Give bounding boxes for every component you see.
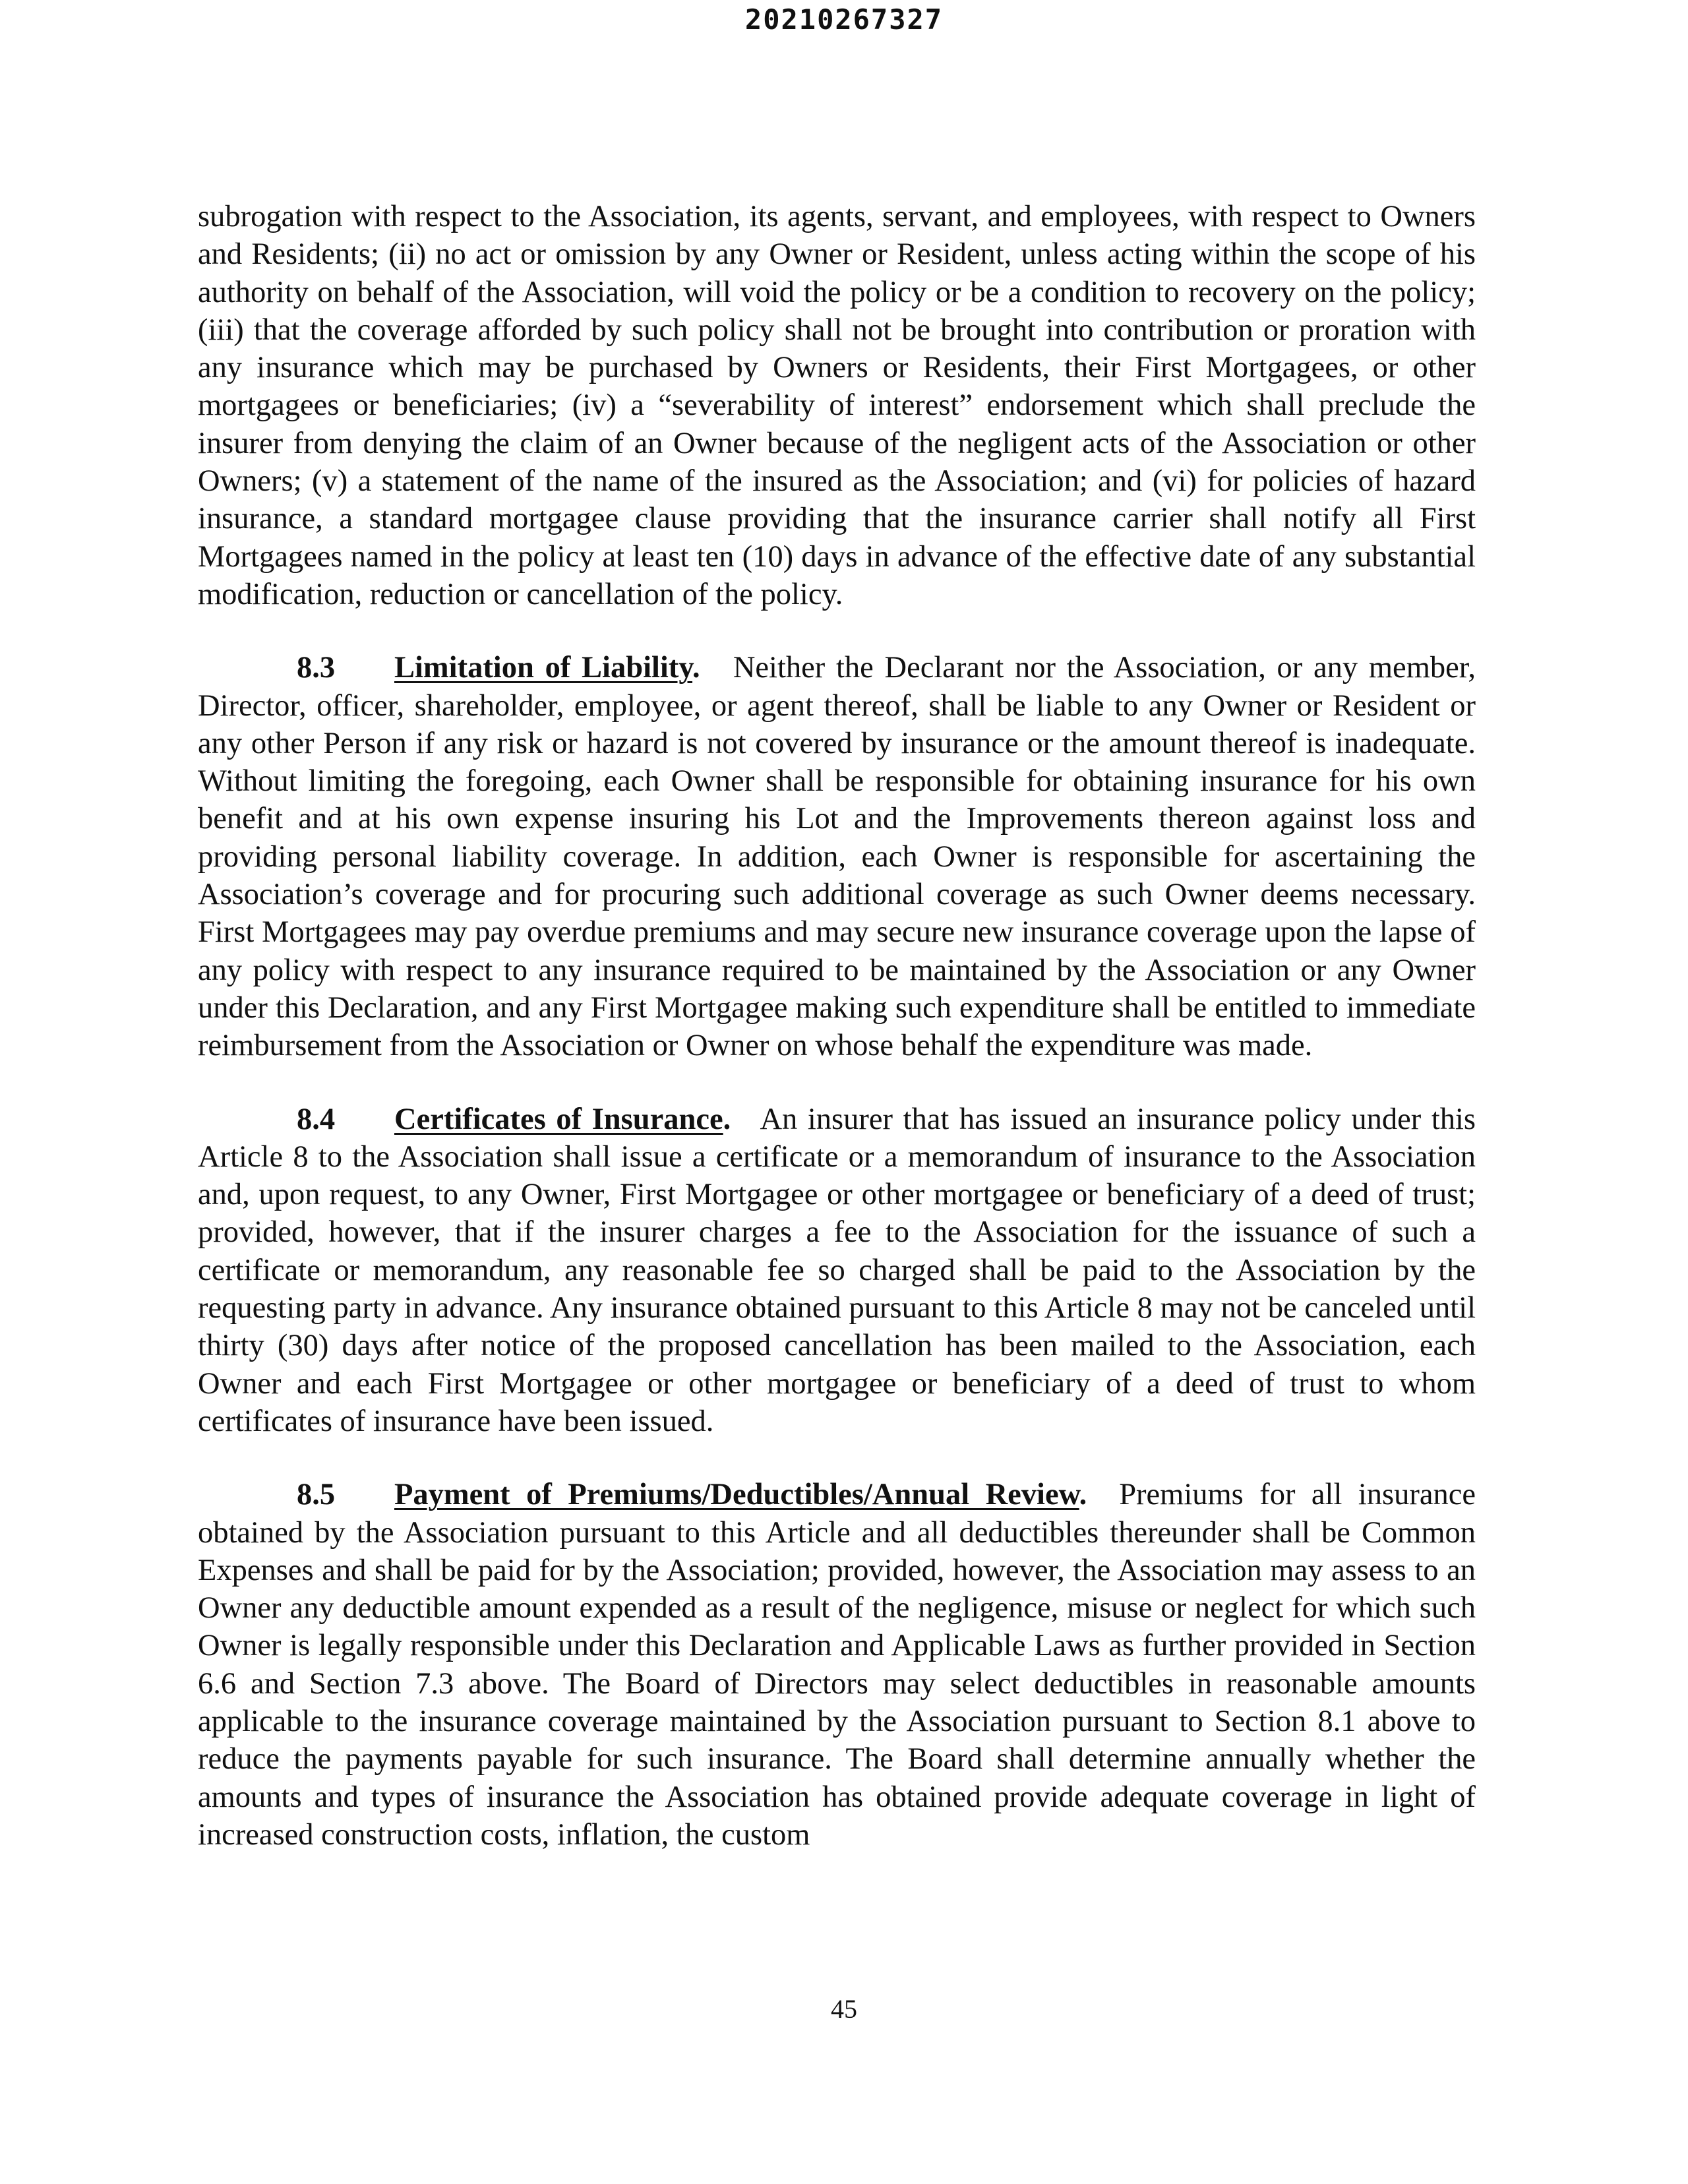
section-title-punct: . (1079, 1478, 1087, 1512)
section-text: Neither the Declarant nor the Association, or any member, Director, officer, shareholder, employee, or agent thereof, shall be liable to any Owner or Resident or any other Person if any risk or hazard is not covered by insurance or the amount thereof is inadequate. Without limiting the foregoing, each Owner shall be responsible for obtaining insurance for his own benefit and at his own expense insuring his Lot and the Improvements thereon against loss and providing personal liability coverage. In addition, each Owner is responsible for ascertaining the Association’s coverage and for procuring such additional coverage as such Owner deems necessary. First Mortgagees may pay overdue premiums and may secure new insurance coverage upon the lapse of any policy with respect to any insurance required to be maintained by the Association or any Owner under this Declaration, and any First Mortgagee making such expenditure shall be entitled to immediate reimbursement from the Association or Owner on whose behalf the expenditure was made. (198, 651, 1476, 1063)
document-body (198, 198, 1476, 1854)
recording-number: 20210267327 (744, 3, 944, 36)
section-title-punct: . (692, 651, 700, 685)
section-8-5 (198, 1476, 1476, 1854)
section-text: Premiums for all insurance obtained by the Association pursuant to this Article and all deductibles thereunder shall be Common Expenses and shall be paid for by the Association; provided, however, the Association may assess to an Owner any deductible amount expended as a result of the negligence, misuse or neglect for which such Owner is legally responsible under this Declaration and Applicable Laws as further provided in Section 6.6 and Section 7.3 above. The Board of Directors may select deductibles in reasonable amounts applicable to the insurance coverage maintained by the Association pursuant to Section 8.1 above to reduce the payments payable for such insurance. The Board shall determine annually whether the amounts and types of insurance the Association has obtained provide adequate coverage in light of increased construction costs, inflation, the custom (198, 1478, 1476, 1852)
section-title: Certificates of Insurance (394, 1102, 723, 1136)
section-number: 8.3 (297, 651, 336, 685)
section-text: An insurer that has issued an insurance policy under this Article 8 to the Association shall issue a certificate or a memorandum of insurance to the Association and, upon request, to any Owner, First Mortgagee or other mortgagee or beneficiary of a deed of trust; provided, however, that if the insurer charges a fee to the Association for the issuance of such a certificate or memorandum, any reasonable fee so charged shall be paid to the Association by the requesting party in advance. Any insurance obtained pursuant to this Article 8 may not be canceled until thirty (30) days after notice of the proposed cancellation has been mailed to the Association, each Owner and each First Mortgagee or other mortgagee or beneficiary of a deed of trust to whom certificates of insurance have been issued. (198, 1102, 1476, 1438)
section-number: 8.4 (297, 1102, 336, 1136)
section-number: 8.5 (297, 1478, 336, 1512)
section-title: Payment of Premiums/Deductibles/Annual Review (394, 1478, 1079, 1512)
section-8-3 (198, 649, 1476, 1064)
page-number: 45 (831, 1994, 857, 2024)
section-8-4 (198, 1101, 1476, 1441)
section-title-punct: . (723, 1102, 731, 1136)
continuation-paragraph: subrogation with respect to the Association, its agents, servant, and employees, with respect to Owners and Residents; (ii) no act or omission by any Owner or Resident, unless acting within the scope of his authority on behalf of the Association, will void the policy or be a condition to recovery on the policy; (iii) that the coverage afforded by such policy shall not be brought into contribution or proration with any insurance which may be purchased by Owners or Residents, their First Mortgagees, or other mortgagees or beneficiaries; (iv) a “severability of interest” endorsement which shall preclude the insurer from denying the claim of an Owner because of the negligent acts of the Association or other Owners; (v) a statement of the name of the insured as the Association; and (vi) for policies of hazard insurance, a standard mortgagee clause providing that the insurance carrier shall notify all First Mortgagees named in the policy at least ten (10) days in advance of the effective date of any substantial modification, reduction or cancellation of the policy. (198, 200, 1476, 611)
section-title: Limitation of Liability (394, 651, 693, 685)
